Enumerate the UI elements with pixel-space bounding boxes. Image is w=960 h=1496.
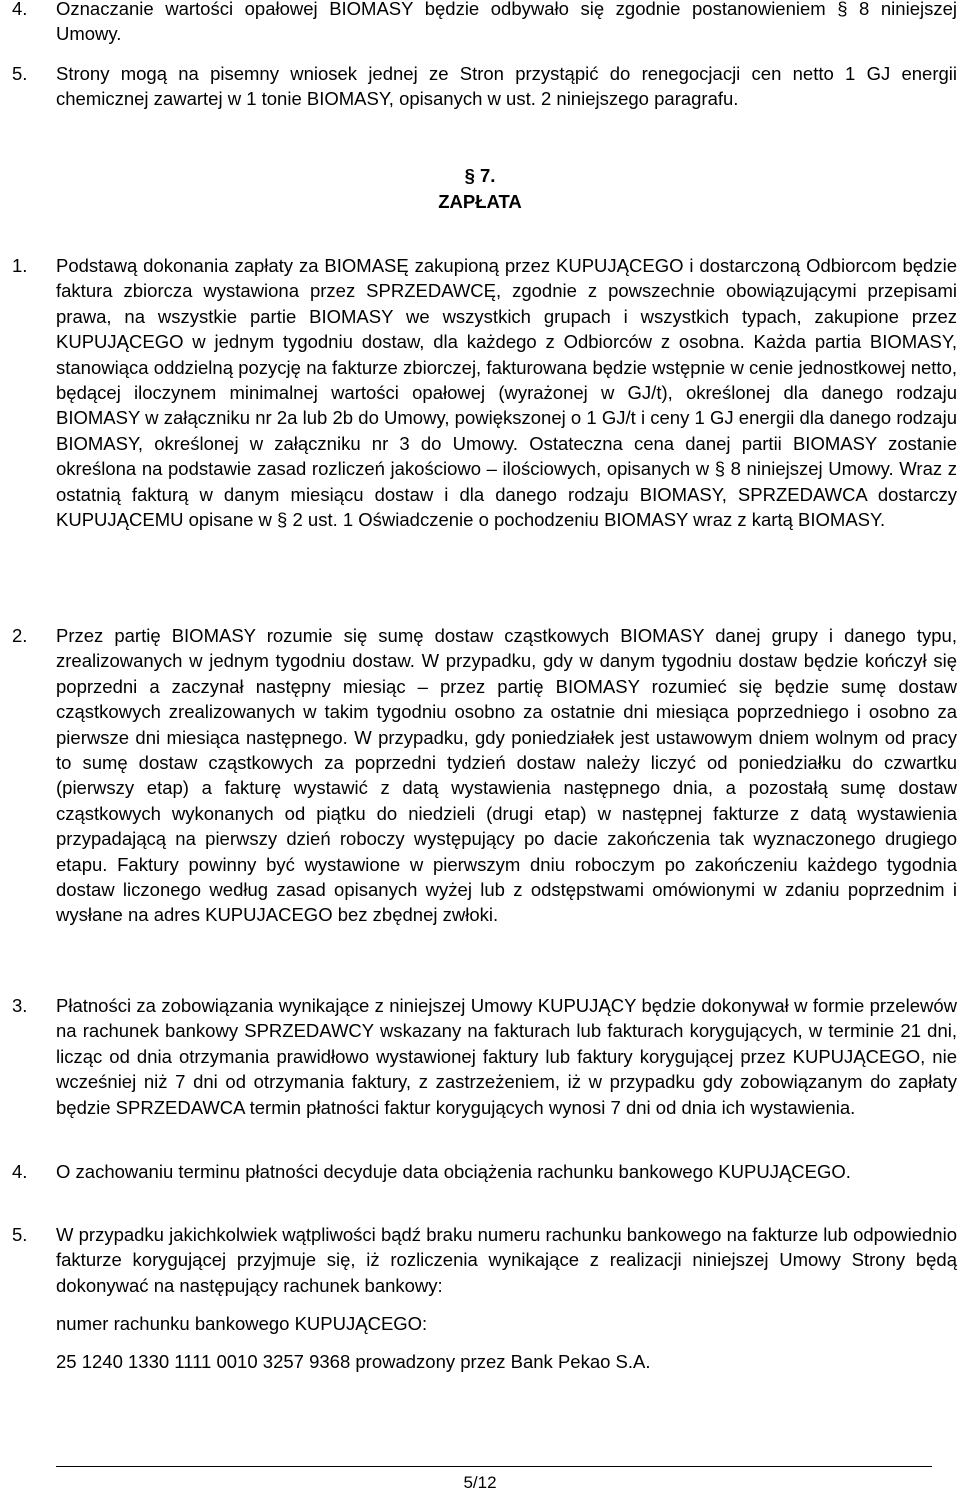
- list-item: [0, 0, 957, 47]
- footer-divider: [56, 1466, 932, 1467]
- section-number: § 7.: [464, 165, 496, 186]
- item-text: Przez partię BIOMASY rozumie się sumę dostaw cząstkowych BIOMASY danej grupy i danego typu, zrealizowanych w jednym tygodniu dostaw. W przypadku, gdy w danym tygodniu dostaw będzie kończył się poprzedni a zaczynał następny miesiąc – przez partię BIOMASY rozumieć się będzie sumę dostaw cząstkowych zrealizowanych w takim tygodniu osobno za ostatnie dni miesiąca poprzedniego i osobno za pierwsze dni miesiąca następnego. W przypadku, gdy poniedziałek jest ustawowym dniem wolnym od pracy to sumę dostaw cząstkowych za poprzedni tydzień dostaw należy liczyć od poniedziałku do czwartku (pierwszy etap) a fakturę wystawić z datą wystawienia następnego dnia, a pozostałą sumę dostaw cząstkowych wykonanych od piątku do niedzieli (drugi etap) w następnej fakturze z datą wystawienia przypadającą na pierwszy dzień roboczy występujący po dacie zakończenia tak wyznaczonego drugiego etapu. Faktury powinny być wystawione w pierwszym dniu roboczym po zakończeniu każdego tygodnia dostaw liczonego według zasad opisanych wyżej lub z odstępstwami omówionymi w zdaniu poprzednim i wysłane na adres KUPUJACEGO bez zbędnej zwłoki.: [56, 625, 957, 926]
- section-title: ZAPŁATA: [438, 191, 522, 212]
- item-text: Oznaczanie wartości opałowej BIOMASY będzie odbywało się zgodnie postanowieniem § 8 niniejszej Umowy.: [56, 0, 957, 45]
- list-item: [0, 61, 957, 112]
- item-number: 4.: [12, 0, 28, 19]
- list-item: [0, 253, 957, 532]
- account-value: 25 1240 1330 1111 0010 3257 9368 prowadzony przez Bank Pekao S.A.: [56, 1351, 651, 1372]
- item-number: 1.: [12, 255, 28, 276]
- account-label: numer rachunku bankowego KUPUJĄCEGO:: [56, 1313, 428, 1334]
- item-text: Płatności za zobowiązania wynikające z niniejszej Umowy KUPUJĄCY będzie dokonywał w formie przelewów na rachunek bankowy SPRZEDAWCY wskazany na fakturach lub fakturach korygujących, w terminie 21 dni, licząc od dnia otrzymania prawidłowo wystawionej faktury lub faktury korygującej przez KUPUJĄCEGO, nie wcześniej niż 7 dni od otrzymania faktury, z zastrzeżeniem, iż w przypadku gdy zobowiązanym do zapłaty będzie SPRZEDAWCA termin płatności faktur korygujących wynosi 7 dni od dnia ich wystawienia.: [56, 995, 957, 1118]
- item-number: 2.: [12, 625, 28, 646]
- item-text: O zachowaniu terminu płatności decyduje data obciążenia rachunku bankowego KUPUJĄCEGO.: [56, 1161, 851, 1182]
- item-text: W przypadku jakichkolwiek wątpliwości bądź braku numeru rachunku bankowego na fakturze lub odpowiednio fakturze korygującej przyjmuje się, iż rozliczenia wynikające z realizacji niniejszej Umowy Strony będą dokonywać na następujący rachunek bankowy:: [56, 1224, 957, 1296]
- list-item: [0, 993, 957, 1120]
- item-number: 3.: [12, 995, 28, 1016]
- page-number: 5/12: [463, 1473, 497, 1492]
- list-item: [0, 1159, 957, 1184]
- item-number: 5.: [12, 63, 28, 84]
- list-item: [0, 623, 957, 928]
- item-number: 5.: [12, 1224, 28, 1245]
- item-number: 4.: [12, 1161, 28, 1182]
- item-text: Strony mogą na pisemny wniosek jednej ze Stron przystąpić do renegocjacji cen netto 1 GJ energii chemicznej zawartej w 1 tonie BIOMASY, opisanych w ust. 2 niniejszego paragrafu.: [56, 63, 957, 110]
- item-text: Podstawą dokonania zapłaty za BIOMASĘ zakupioną przez KUPUJĄCEGO i dostarczoną Odbiorcom będzie faktura zbiorcza wystawiona przez SPRZEDAWCĘ, zgodnie z powszechnie obowiązującymi przepisami prawa, na wszystkie partie BIOMASY we wszystkich grupach i wszystkich typach, zakupione przez KUPUJĄCEGO w jednym tygodniu dostaw, dla każdego z Odbiorców z osobna. Każda partia BIOMASY, stanowiąca oddzielną pozycję na fakturze zbiorczej, fakturowana będzie wstępnie w cenie jednostkowej netto, będącej iloczynem minimalnej wartości opałowej (wyrażonej w GJ/t), określonej dla danego rodzaju BIOMASY w załączniku nr 2a lub 2b do Umowy, powiększonej o 1 GJ/t i ceny 1 GJ energii dla danego rodzaju BIOMASY, określonej w załączniku nr 3 do Umowy. Ostateczna cena danej partii BIOMASY zostanie określona na podstawie zasad rozliczeń jakościowo – ilościowych, opisanych w § 8 niniejszej Umowy. Wraz z ostatnią fakturą w danym miesiącu dostaw i dla danego rodzaju BIOMASY, SPRZEDAWCA dostarczy KUPUJĄCEMU opisane w § 2 ust. 1 Oświadczenie o pochodzeniu BIOMASY wraz z kartą BIOMASY.: [56, 255, 957, 531]
- list-item: [0, 1222, 957, 1298]
